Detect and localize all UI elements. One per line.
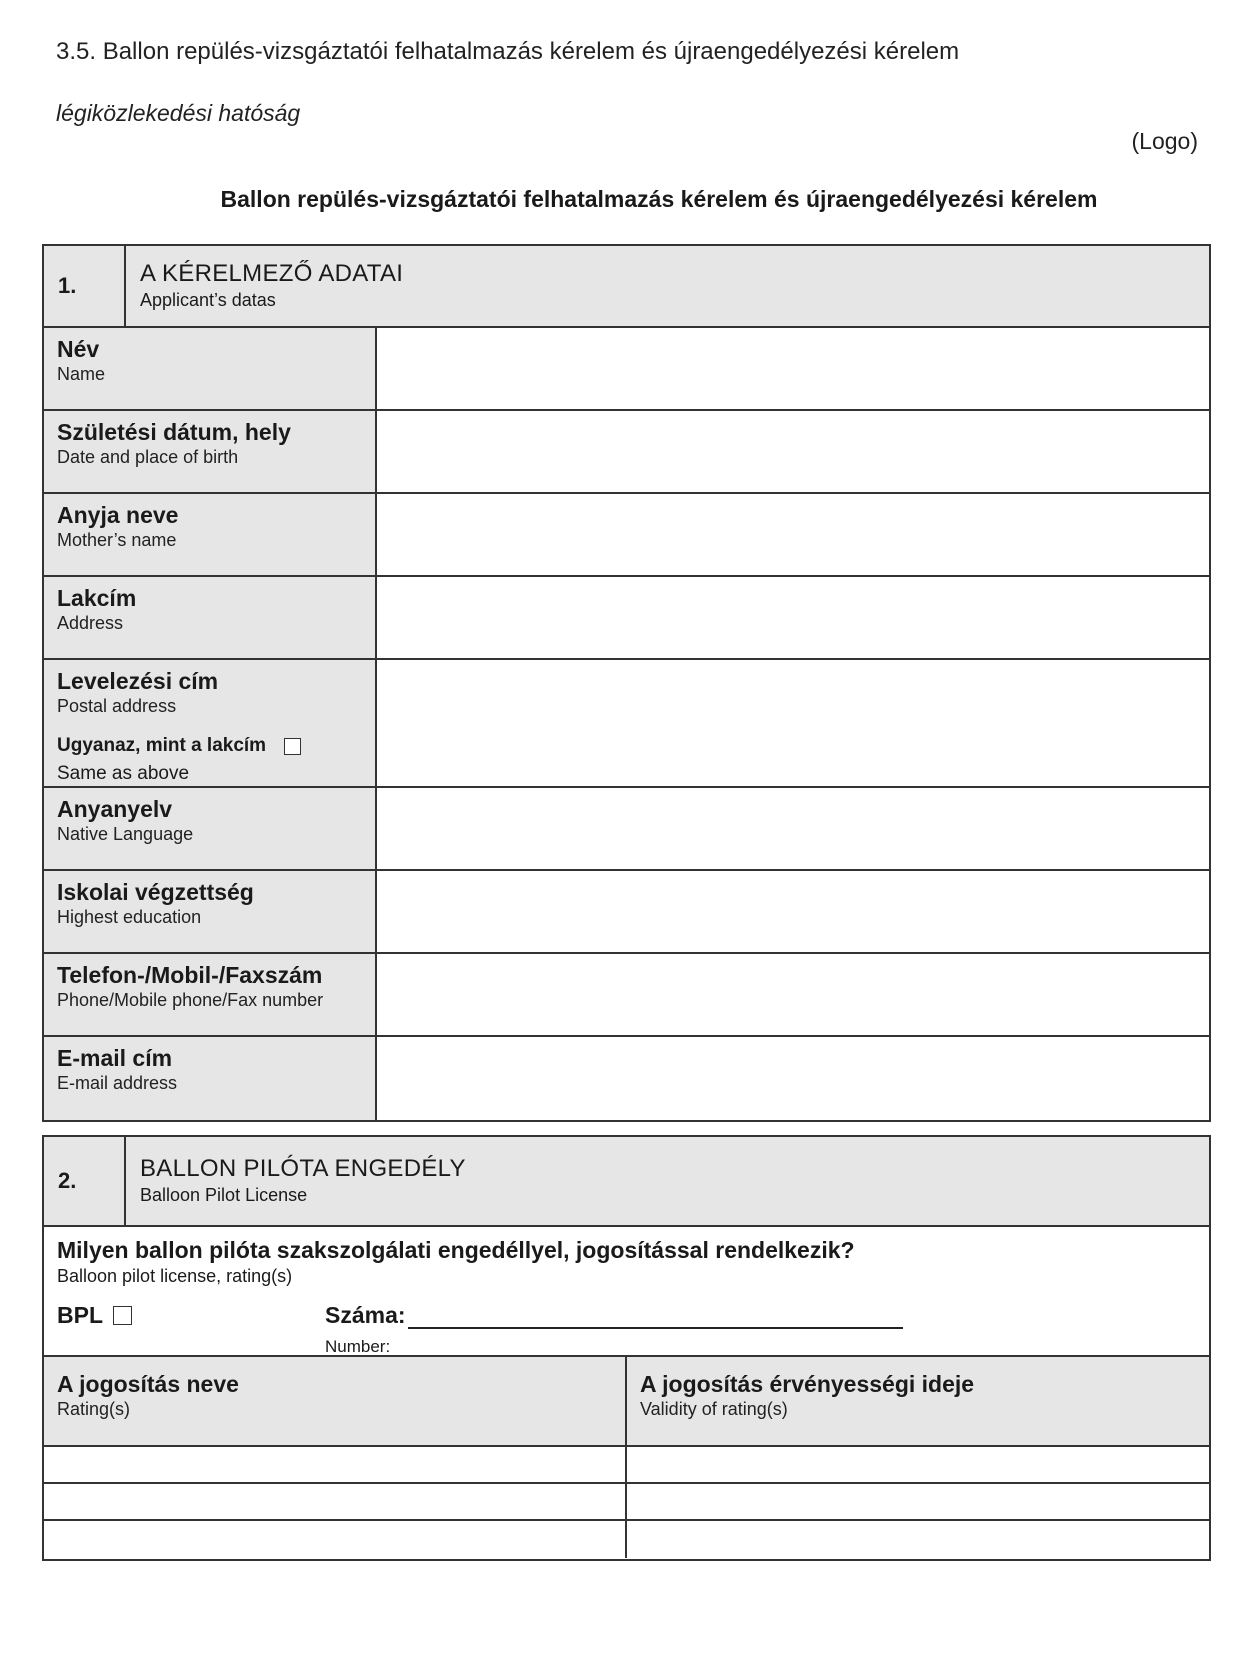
same-as-address-label: Ugyanaz, mint a lakcím — [57, 735, 267, 756]
field-label — [44, 871, 377, 952]
rating-validity-input[interactable] — [627, 1447, 1209, 1482]
same-as-address-label-en: Same as above — [57, 763, 190, 784]
label-hungarian: Anyanyelv — [57, 796, 173, 822]
license-question-en: Balloon pilot license, rating(s) — [57, 1266, 293, 1286]
field-row-education — [44, 871, 1209, 954]
label-english: E-mail address — [57, 1073, 178, 1093]
section-title: A KÉRELMEZŐ ADATAI — [140, 260, 404, 287]
bpl-checkbox[interactable] — [113, 1306, 132, 1325]
field-row-language — [44, 788, 1209, 871]
section-titles — [126, 1137, 466, 1225]
label-english: Highest education — [57, 907, 202, 927]
field-label — [44, 577, 377, 658]
section-header — [44, 246, 1209, 328]
label-english: Phone/Mobile phone/Fax number — [57, 990, 324, 1010]
bpl-option — [57, 1302, 132, 1329]
license-number-field — [325, 1302, 903, 1329]
rating-table-header — [44, 1357, 1209, 1447]
section-header — [44, 1137, 1209, 1227]
table-row — [44, 1447, 1209, 1484]
license-question-block — [44, 1227, 1209, 1357]
field-label — [44, 788, 377, 869]
label-english: Date and place of birth — [57, 447, 239, 467]
field-label — [44, 411, 377, 492]
label-hungarian: Levelezési cím — [57, 668, 219, 694]
address-input[interactable] — [377, 577, 1209, 658]
birth-input[interactable] — [377, 411, 1209, 492]
rating-validity-input[interactable] — [627, 1521, 1209, 1558]
license-question: Milyen ballon pilóta szakszolgálati engedéllyel, jogosítással rendelkezik? — [57, 1237, 855, 1263]
section-balloon-pilot-license — [42, 1135, 1211, 1561]
label-hungarian: Születési dátum, hely — [57, 419, 291, 445]
phone-input[interactable] — [377, 954, 1209, 1035]
rating-name-column-header — [44, 1357, 627, 1445]
field-row-address — [44, 577, 1209, 660]
field-row-email — [44, 1037, 1209, 1120]
table-row — [44, 1521, 1209, 1558]
field-row-name — [44, 328, 1209, 411]
bpl-label: BPL — [57, 1302, 103, 1328]
field-row-phone — [44, 954, 1209, 1037]
label-english: Native Language — [57, 824, 194, 844]
document-title: Ballon repülés-vizsgáztatói felhatalmazás kérelem és újraengedélyezési kérelem — [220, 186, 1098, 212]
native-language-input[interactable] — [377, 788, 1209, 869]
label-hungarian: Telefon-/Mobil-/Faxszám — [57, 962, 323, 988]
label-hungarian: A jogosítás érvényességi ideje — [640, 1371, 975, 1397]
rating-name-input[interactable] — [44, 1484, 627, 1519]
label-hungarian: A jogosítás neve — [57, 1371, 239, 1397]
same-as-address-option — [57, 735, 375, 757]
section-titles — [126, 246, 403, 326]
label-hungarian: Iskolai végzettség — [57, 879, 254, 905]
name-input[interactable] — [377, 328, 1209, 409]
label-english: Mother’s name — [57, 530, 177, 550]
postal-address-input[interactable] — [377, 660, 1209, 786]
section-subtitle: Applicant’s datas — [140, 290, 276, 310]
license-number-input[interactable] — [408, 1303, 903, 1329]
logo-placeholder: (Logo) — [1131, 128, 1198, 154]
label-english: Postal address — [57, 696, 177, 716]
label-hungarian: Anyja neve — [57, 502, 179, 528]
label-english: Rating(s) — [57, 1399, 131, 1419]
section-number: 2. — [44, 1137, 126, 1225]
section-subtitle: Balloon Pilot License — [140, 1185, 308, 1205]
label-hungarian: Név — [57, 336, 100, 362]
field-row-postal-address — [44, 660, 1209, 788]
field-row-birth — [44, 411, 1209, 494]
field-label — [44, 954, 377, 1035]
rating-validity-input[interactable] — [627, 1484, 1209, 1519]
field-row-mother — [44, 494, 1209, 577]
mother-name-input[interactable] — [377, 494, 1209, 575]
rating-validity-column-header — [627, 1357, 1209, 1445]
license-number-label: Száma: — [325, 1302, 406, 1328]
label-hungarian: Lakcím — [57, 585, 137, 611]
license-number-label-en: Number: — [325, 1337, 391, 1356]
field-label — [44, 328, 377, 409]
rating-name-input[interactable] — [44, 1521, 627, 1558]
field-label — [44, 660, 377, 786]
education-input[interactable] — [377, 871, 1209, 952]
email-input[interactable] — [377, 1037, 1209, 1120]
rating-name-input[interactable] — [44, 1447, 627, 1482]
label-english: Name — [57, 364, 106, 384]
table-row — [44, 1484, 1209, 1521]
section-number: 1. — [44, 246, 126, 326]
authority-name: légiközlekedési hatóság — [56, 100, 301, 126]
document-reference-line: 3.5. Ballon repülés-vizsgáztatói felhatalmazás kérelem és újraengedélyezési kérelem — [56, 38, 960, 65]
field-label — [44, 1037, 377, 1120]
field-label — [44, 494, 377, 575]
section-title: BALLON PILÓTA ENGEDÉLY — [140, 1155, 466, 1182]
section-applicant-data — [42, 244, 1211, 1122]
label-hungarian: E-mail cím — [57, 1045, 173, 1071]
same-as-address-checkbox[interactable] — [284, 738, 301, 755]
label-english: Validity of rating(s) — [640, 1399, 788, 1419]
label-english: Address — [57, 613, 124, 633]
